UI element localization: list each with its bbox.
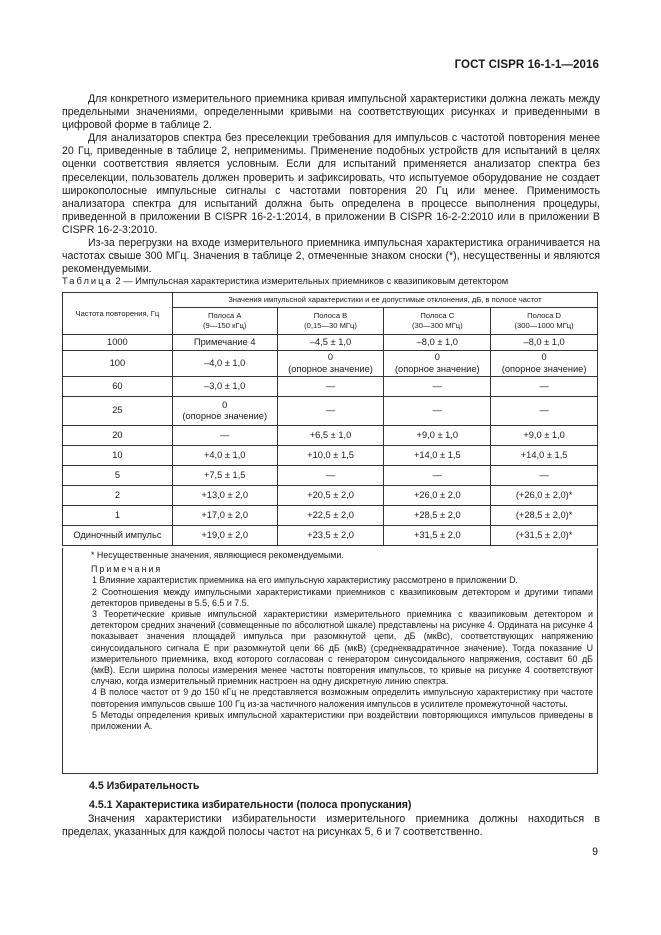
cell: +26,0 ± 2,0 — [384, 486, 491, 506]
cell: +4,0 ± 1,0 — [172, 446, 277, 466]
cell: +22,5 ± 2,0 — [277, 506, 384, 526]
table-row — [63, 377, 598, 397]
cell: –3,0 ± 1,0 — [172, 377, 277, 397]
section-body — [62, 813, 600, 839]
cell: 0 (опорное значение) — [277, 351, 384, 377]
cell: — — [491, 466, 598, 486]
cell: –4,0 ± 1,0 — [172, 351, 277, 377]
cell: +14,0 ± 1,5 — [384, 446, 491, 466]
cell: 25 — [63, 397, 173, 426]
note: 4 В полосе частот от 9 до 150 кГц не представляется возможным определить импульсную характеристику при частоте повторения импульсов свыше 100 Гц из-за частичного наложения импульсов в усилителе промежуточной частоты. — [91, 687, 593, 709]
band-header: Полоса С (30—300 МГц) — [384, 308, 491, 335]
cell: +28,5 ± 2,0 — [384, 506, 491, 526]
cell: 5 — [63, 466, 173, 486]
note: 1 Влияние характеристик приемника на его импульсную характеристику рассмотрено в приложении D. — [92, 575, 518, 586]
subsection-heading: 4.5.1 Характеристика избирательности (полоса пропускания) — [89, 799, 412, 811]
cell: — — [277, 377, 384, 397]
cell: (+31,5 ± 2,0)* — [491, 526, 598, 546]
table-caption-text: 2 — Импульсная характеристика измерительных приемников с квазипиковым детектором — [115, 275, 509, 286]
cell: –8,0 ± 1,0 — [384, 335, 491, 351]
impulse-response-table — [62, 292, 598, 546]
cell: (+26,0 ± 2,0)* — [491, 486, 598, 506]
cell: +13,0 ± 2,0 — [172, 486, 277, 506]
cell: +9,0 ± 1,0 — [491, 426, 598, 446]
cell: +17,0 ± 2,0 — [172, 506, 277, 526]
cell: +19,0 ± 2,0 — [172, 526, 277, 546]
table-row — [63, 506, 598, 526]
table-caption — [62, 275, 602, 286]
note: 5 Методы определения кривых импульсной характеристики при воздействии повторяющихся импульсов приведены в приложении А. — [91, 709, 593, 732]
cell: 2 — [63, 486, 173, 506]
cell: 60 — [63, 377, 173, 397]
cell: — — [384, 466, 491, 486]
cell: 100 — [63, 351, 173, 377]
cell: 1 — [63, 506, 173, 526]
body-text — [62, 93, 600, 276]
paragraph: Для конкретного измерительного приемника кривая импульсной характеристики должна лежать между предельными значениями, определенными кривыми на соответствующих рисунках и приведенными в цифровой форме в таблице 2. — [62, 93, 600, 132]
cell: — — [491, 397, 598, 426]
cell: Одиночный импульс — [63, 526, 173, 546]
cell: — — [172, 426, 277, 446]
cell: +6,5 ± 1,0 — [277, 426, 384, 446]
cell: 1000 — [63, 335, 173, 351]
cell: +9,0 ± 1,0 — [384, 426, 491, 446]
cell: +10,0 ± 1,5 — [277, 446, 384, 466]
band-header: Полоса А (9—150 кГц) — [172, 308, 277, 335]
cell: — — [277, 466, 384, 486]
band-header: Полоса В (0,15—30 МГц) — [277, 308, 384, 335]
cell: +23,5 ± 2,0 — [277, 526, 384, 546]
note: 2 Соотношения между импульсными характеристиками приемников с квазипиковым детектором и другими типами детекторов приведены в 5.5, 6.5 и 7.5. — [91, 586, 593, 608]
cell: — — [277, 397, 384, 426]
cell: –4,5 ± 1,0 — [277, 335, 384, 351]
table-footnote: * Несущественные значения, являющиеся рекомендуемыми. — [91, 550, 344, 560]
paragraph: Для анализаторов спектра без преселекции требования для импульсов с частотой повторения менее 20 Гц, приведенные в таблице 2, неприменимы. Применение подобных устройств для испытаний в целях оценки соответствия является условным. Если для испытаний применяется анализатор спектра без преселекции, пользователь должен проверить и зафиксировать, что испытуемое оборудование не создает широкополосные импульсные сигналы с частотами повторения 20 Гц или менее. Применимость анализатора спектра для испытаний должна быть определена в процессе выполнения процедуры, приведенной в приложении В CISPR 16-2-1:2014, в приложении В CISPR 16-2-2:2010 или в приложении В CISPR 16-2-3:2010. — [62, 132, 600, 236]
cell: 0 (опорное значение) — [384, 351, 491, 377]
table-row — [63, 446, 598, 466]
cell: +31,5 ± 2,0 — [384, 526, 491, 546]
cell: +7,5 ± 1,5 — [172, 466, 277, 486]
cell: Примечание 4 — [172, 335, 277, 351]
section-heading: 4.5 Избирательность — [89, 780, 200, 792]
table-notes — [62, 548, 598, 774]
document-header: ГОСТ CISPR 16-1-1—2016 — [454, 59, 599, 71]
cell: 10 — [63, 446, 173, 466]
cell: — — [491, 377, 598, 397]
cell: — — [384, 397, 491, 426]
notes-title: Примечания — [91, 564, 163, 575]
cell: +14,0 ± 1,5 — [491, 446, 598, 466]
note: 3 Теоретические кривые импульсной характеристики измерительного приемника с квазипиковым детектором и детектором средних значений (совмещенные по абсолютной шкале) представлены на рисунке 4. Ордината на рисунке 4 показывает значения площадей импульса при разомкнутой цепи, дБ (мкВс), соответствующих напряжению синусоидального сигнала E при разомкнутой цепи 66 дБ (мкВ) (среднеквадратичное значение). Тогда показание U измерительного приемника, вход которого согласован с генератором синусоидального напряжения, составит 60 дБ (мкВ). Если ширина полосы измерения менее частоты повторения импульсов, то кривые на рисунке 4 соответствуют случаю, когда измерительный приемник настроен на одну дискретную линию спектра. — [91, 609, 593, 687]
table-caption-label: Таблица — [62, 275, 113, 286]
table-row — [63, 351, 598, 377]
cell: 20 — [63, 426, 173, 446]
table-row — [63, 426, 598, 446]
band-header: Полоса D (300—1000 МГц) — [491, 308, 598, 335]
cell: –8,0 ± 1,0 — [491, 335, 598, 351]
table-row — [63, 486, 598, 506]
paragraph: Из-за перегрузки на входе измерительного приемника импульсная характеристика ограничивается на частотах свыше 300 МГц. Значения в таблице 2, отмеченные знаком сноски (*), несущественны и являются рекомендуемыми. — [62, 237, 600, 276]
paragraph: Значения характеристики избирательности измерительного приемника должны находиться в пределах, указанных для каждой полосы частот на рисунках 5, 6 и 7 соответственно. — [62, 813, 600, 839]
table-row — [63, 397, 598, 426]
cell: (+28,5 ± 2,0)* — [491, 506, 598, 526]
cell: 0 (опорное значение) — [491, 351, 598, 377]
table-row — [63, 466, 598, 486]
group-header: Значения импульсной характеристики и ее допустимые отклонения, дБ, в полосе частот — [172, 293, 597, 308]
page-number: 9 — [592, 846, 598, 858]
cell: 0 (опорное значение) — [172, 397, 277, 426]
cell: +20,5 ± 2,0 — [277, 486, 384, 506]
cell: — — [384, 377, 491, 397]
table-row — [63, 526, 598, 546]
col-header-frequency: Частота повторения, Гц — [63, 293, 173, 335]
table-row — [63, 335, 598, 351]
